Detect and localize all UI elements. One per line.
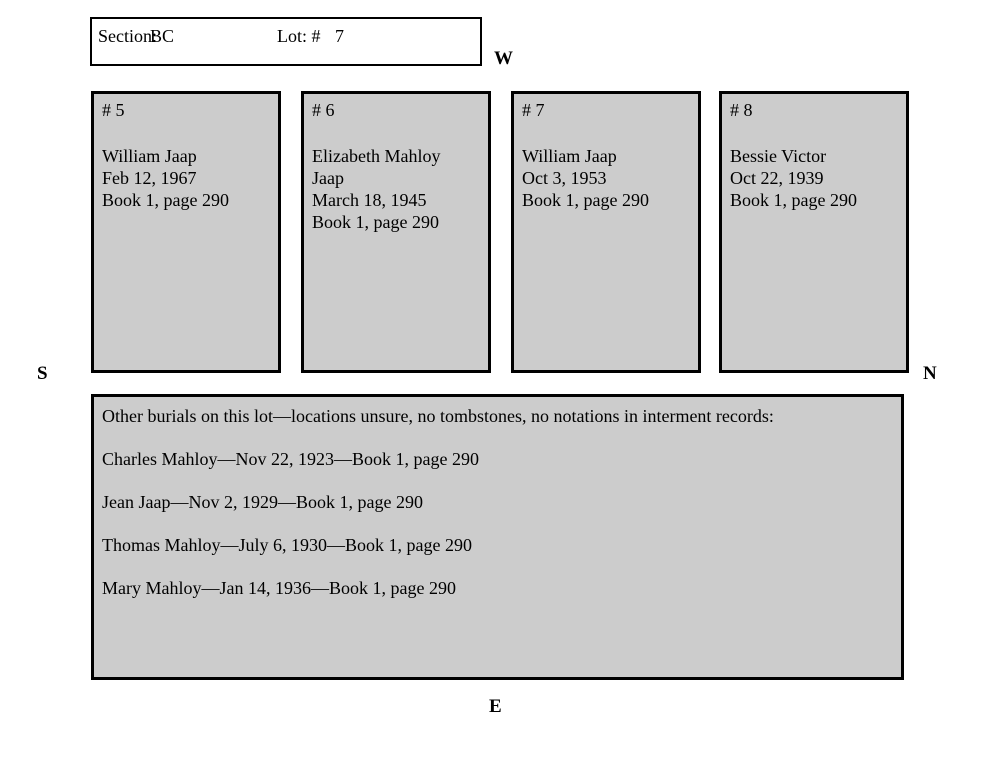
burial-entry: Jean Jaap—Nov 2, 1929—Book 1, page 290 — [102, 492, 423, 512]
plot-burial-name: Elizabeth Mahloy Jaap — [312, 146, 441, 188]
plot-book-reference: Book 1, page 290 — [522, 190, 649, 210]
plot-burial-date: Oct 22, 1939 — [730, 168, 824, 188]
burial-entry: Mary Mahloy—Jan 14, 1936—Book 1, page 290 — [102, 578, 456, 598]
plot-book-reference: Book 1, page 290 — [102, 190, 229, 210]
plot-number: # 8 — [730, 100, 753, 120]
plot-burial-name: William Jaap — [102, 146, 197, 166]
plot-burial-date: Oct 3, 1953 — [522, 168, 607, 188]
plot-burial-date: Feb 12, 1967 — [102, 168, 197, 188]
plot-box-8 — [719, 91, 909, 373]
section-value: BC — [150, 26, 175, 46]
plot-box-5 — [91, 91, 281, 373]
compass-north-label: N — [923, 363, 937, 384]
other-burials-box — [91, 394, 904, 680]
plot-box-7 — [511, 91, 701, 373]
compass-south-label: S — [37, 363, 48, 384]
plot-number: # 6 — [312, 100, 335, 120]
plot-box-6 — [301, 91, 491, 373]
compass-west-label: W — [494, 48, 513, 69]
plot-book-reference: Book 1, page 290 — [312, 212, 439, 232]
plot-number: # 7 — [522, 100, 545, 120]
lot-label: Lot: # — [277, 26, 321, 46]
plot-number: # 5 — [102, 100, 125, 120]
plot-book-reference: Book 1, page 290 — [730, 190, 857, 210]
burial-entry: Charles Mahloy—Nov 22, 1923—Book 1, page 290 — [102, 449, 479, 469]
compass-east-label: E — [489, 696, 502, 717]
plot-burial-name: William Jaap — [522, 146, 617, 166]
plot-burial-name: Bessie Victor — [730, 146, 827, 166]
section-lot-header — [90, 17, 482, 66]
plot-burial-date: March 18, 1945 — [312, 190, 427, 210]
lot-value: 7 — [335, 26, 344, 46]
other-burials-heading: Other burials on this lot—locations unsure, no tombstones, no notations in interment records: — [102, 406, 774, 426]
burial-entry: Thomas Mahloy—July 6, 1930—Book 1, page 290 — [102, 535, 472, 555]
section-label: Section: — [98, 26, 157, 46]
